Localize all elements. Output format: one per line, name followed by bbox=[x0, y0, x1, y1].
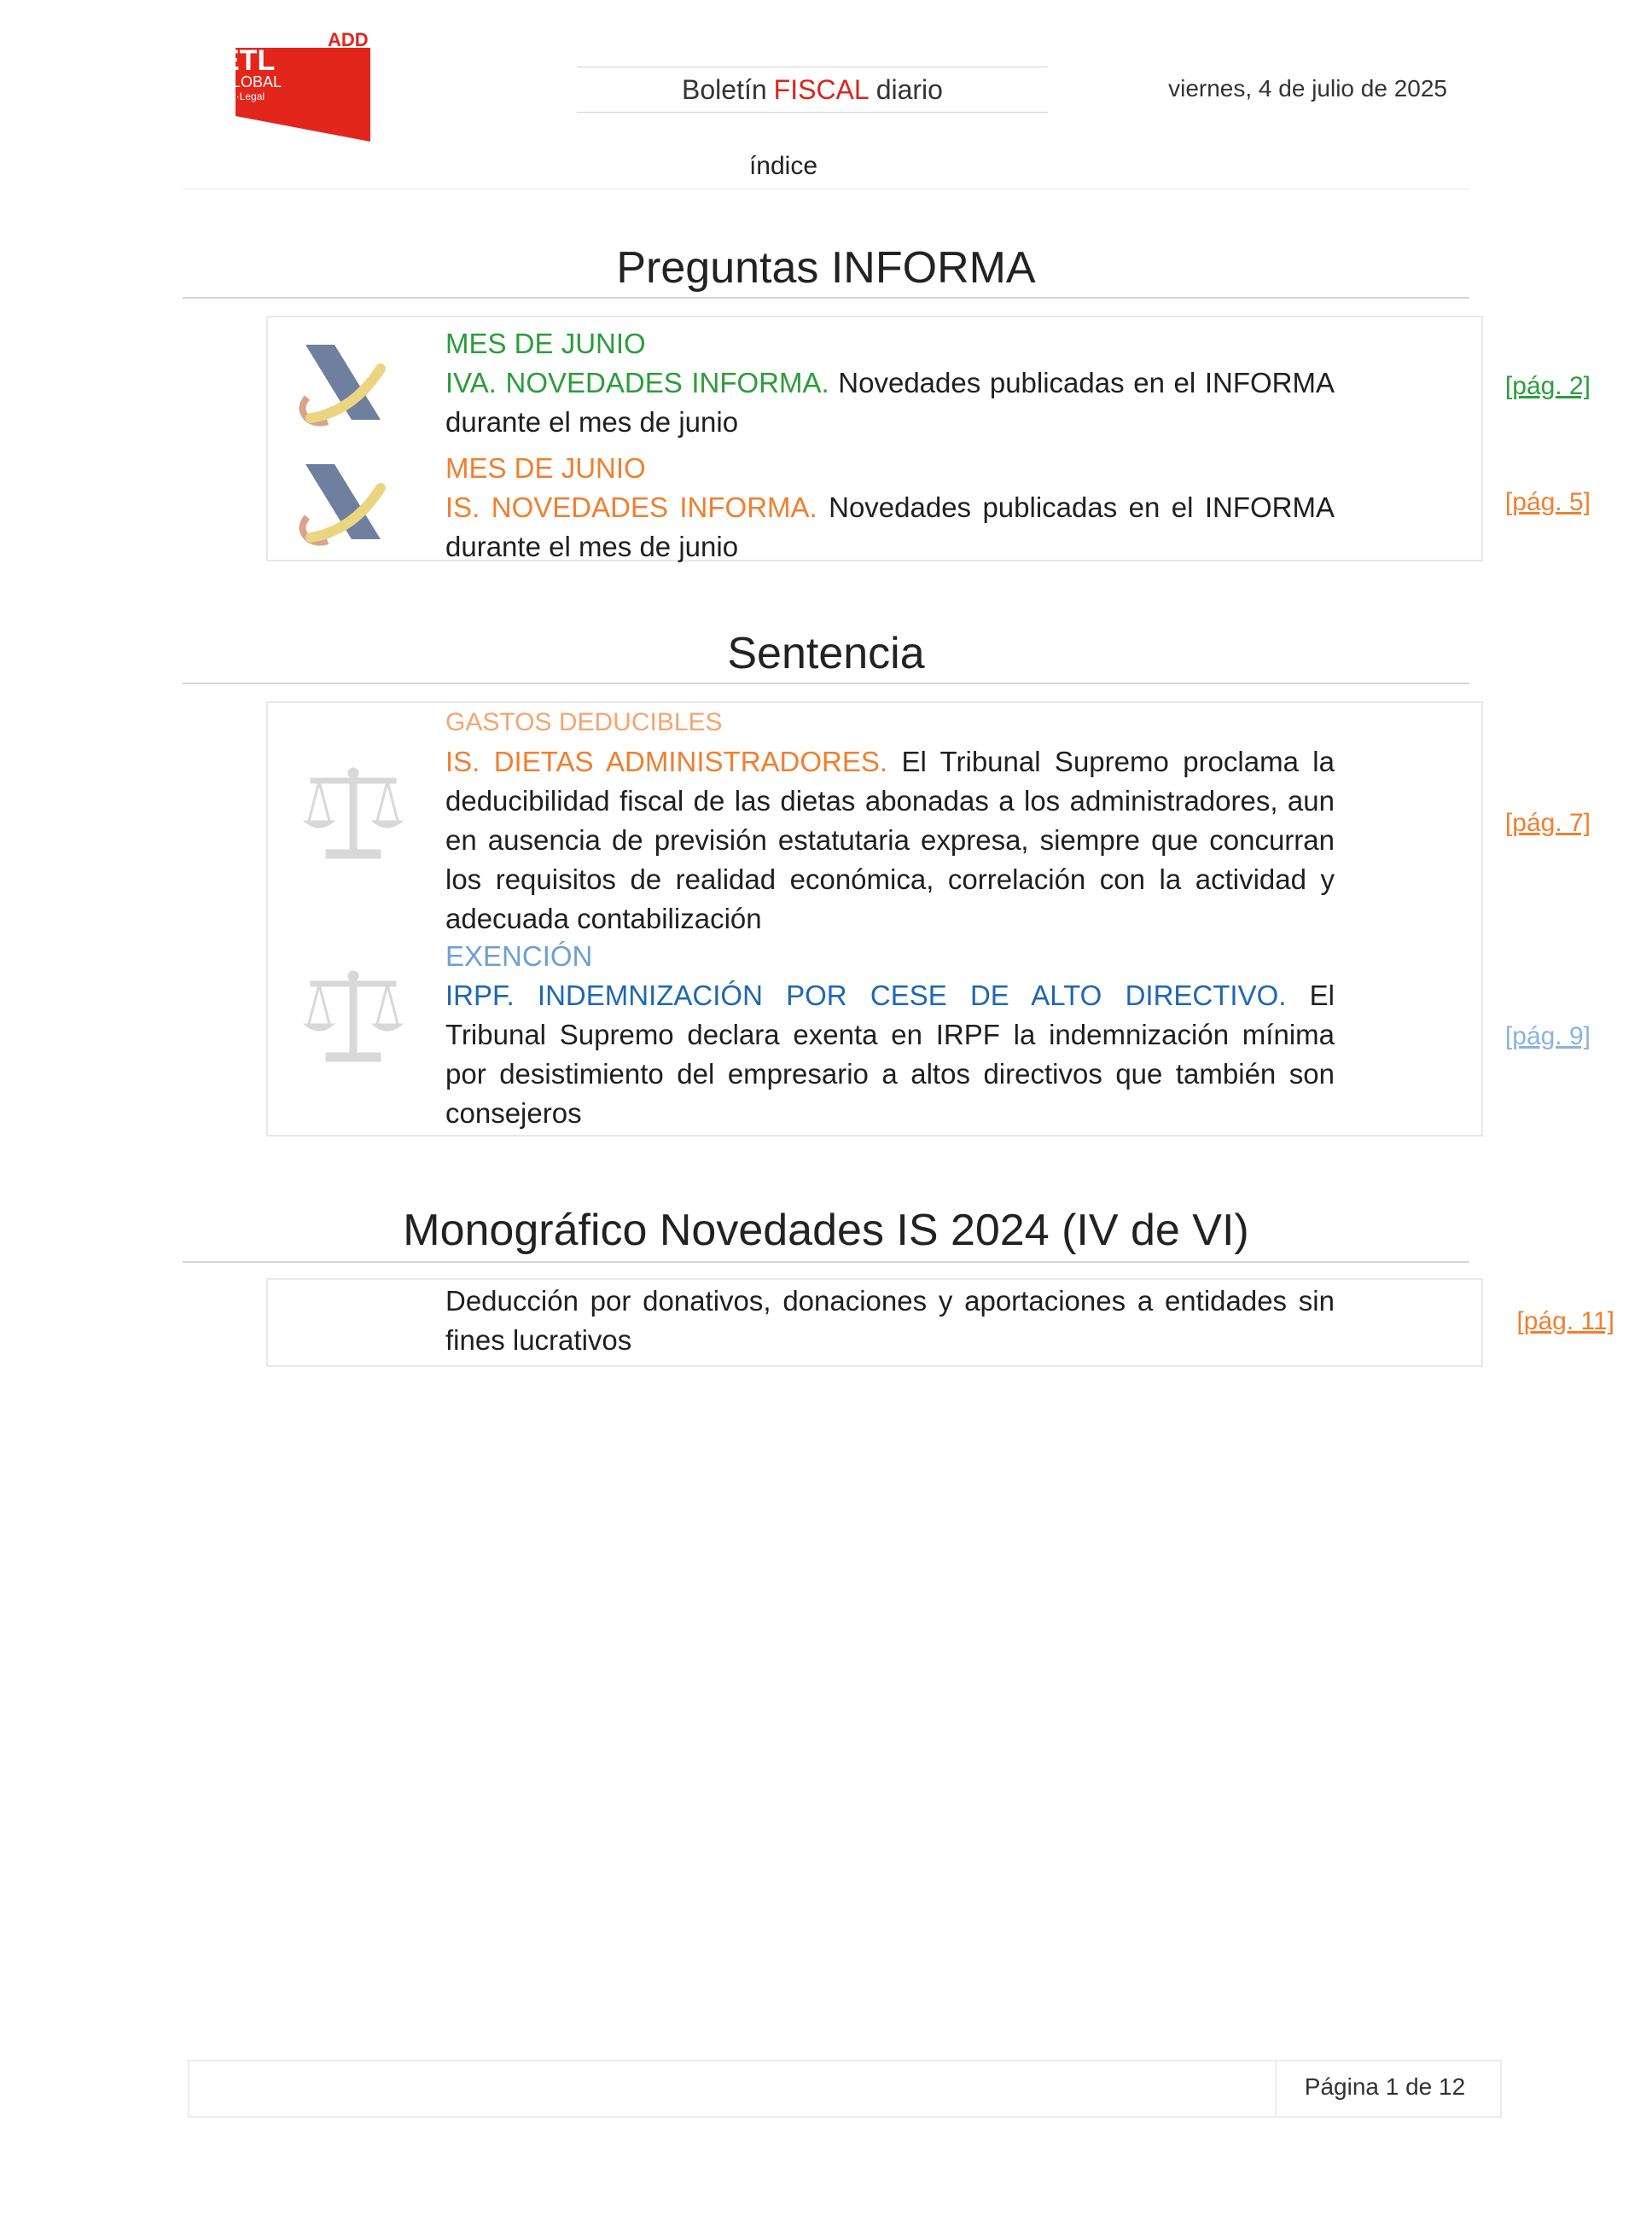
page-link[interactable]: [pág. 9] bbox=[1504, 1022, 1591, 1050]
entry-category: MES DE JUNIO bbox=[445, 452, 646, 484]
page-number: Página 1 de 12 bbox=[1304, 2073, 1466, 2100]
title-boletin: Boletín bbox=[682, 73, 767, 105]
page-link[interactable]: [pág. 7] bbox=[1504, 809, 1591, 837]
entry-text: Novedades publicadas en el INFORMA durante el mes de junio bbox=[445, 367, 1335, 438]
entry-description bbox=[445, 488, 1335, 567]
section-title-sentencia: Sentencia bbox=[727, 629, 925, 678]
etl-global-logo bbox=[212, 29, 370, 142]
section-panel-monografico bbox=[266, 1278, 1614, 1367]
page-link[interactable]: [pág. 5] bbox=[1504, 488, 1591, 516]
list-item bbox=[445, 449, 1608, 567]
list-item bbox=[445, 703, 1608, 939]
section-divider bbox=[183, 297, 1469, 299]
list-item bbox=[445, 324, 1608, 442]
entry-category: EXENCIÓN bbox=[445, 940, 593, 972]
entry-text: Novedades publicadas en el INFORMA durante el mes de junio bbox=[445, 491, 1335, 562]
section-panel-sentencia bbox=[266, 701, 1591, 1137]
title-fiscal: FISCAL bbox=[773, 73, 870, 105]
entry-lead: IRPF. INDEMNIZACIÓN POR CESE DE ALTO DIRECTIVO. bbox=[445, 980, 1287, 1011]
section-title-monografico: Monográfico Novedades IS 2024 (IV de VI) bbox=[403, 1206, 1249, 1255]
footer-separator bbox=[1275, 2060, 1277, 2118]
entry-lead: IS. NOVEDADES INFORMA. bbox=[445, 491, 817, 523]
entry-description bbox=[445, 363, 1335, 442]
entry-description bbox=[445, 742, 1335, 939]
logo-taxlegal-text: Tax·Legal bbox=[220, 90, 265, 102]
list-item bbox=[445, 937, 1608, 1133]
section-panel-preguntas bbox=[266, 316, 1591, 562]
entry-description bbox=[445, 976, 1335, 1133]
logo-global-text: GLOBAL bbox=[220, 73, 282, 90]
title-diario: diario bbox=[875, 73, 943, 105]
section-divider bbox=[183, 683, 1469, 684]
entry-text: El Tribunal Supremo declara exenta en IRPF la indemnización mínima por desistimiento del empresario a altos directivos que también son consejeros bbox=[445, 980, 1335, 1129]
aeat-logo-icon bbox=[285, 454, 387, 552]
entry-category: GASTOS DEDUCIBLES bbox=[445, 708, 723, 736]
entry-description: Deducción por donativos, donaciones y aportaciones a entidades sin fines lucrativos bbox=[445, 1285, 1335, 1356]
scales-icon bbox=[302, 761, 404, 868]
index-heading: índice bbox=[748, 152, 818, 180]
entry-text: El Tribunal Supremo proclama la deducibilidad fiscal de las dietas abonadas a los administradores, aun en ausencia de previsión estatutaria expresa, siempre que concurran los requisitos de realidad económica, correlación con la actividad y adecuada contabilización bbox=[445, 746, 1335, 934]
bulletin-title bbox=[577, 67, 1048, 113]
page-link[interactable]: [pág. 11] bbox=[1516, 1307, 1614, 1335]
section-title-preguntas-informa: Preguntas INFORMA bbox=[616, 243, 1036, 293]
entry-category: MES DE JUNIO bbox=[445, 328, 646, 359]
aeat-logo-icon bbox=[285, 334, 387, 433]
page-link[interactable]: [pág. 2] bbox=[1504, 372, 1591, 400]
bulletin-date: viernes, 4 de julio de 2025 bbox=[1168, 75, 1447, 102]
scales-icon bbox=[302, 964, 404, 1071]
entry-lead: IVA. NOVEDADES INFORMA. bbox=[445, 367, 829, 398]
logo-add-text: ADD bbox=[328, 29, 369, 50]
logo-brand-text: ETL bbox=[220, 44, 276, 77]
entry-lead: IS. DIETAS ADMINISTRADORES. bbox=[445, 746, 888, 777]
section-divider bbox=[183, 1261, 1469, 1263]
list-item bbox=[445, 1282, 1614, 1360]
